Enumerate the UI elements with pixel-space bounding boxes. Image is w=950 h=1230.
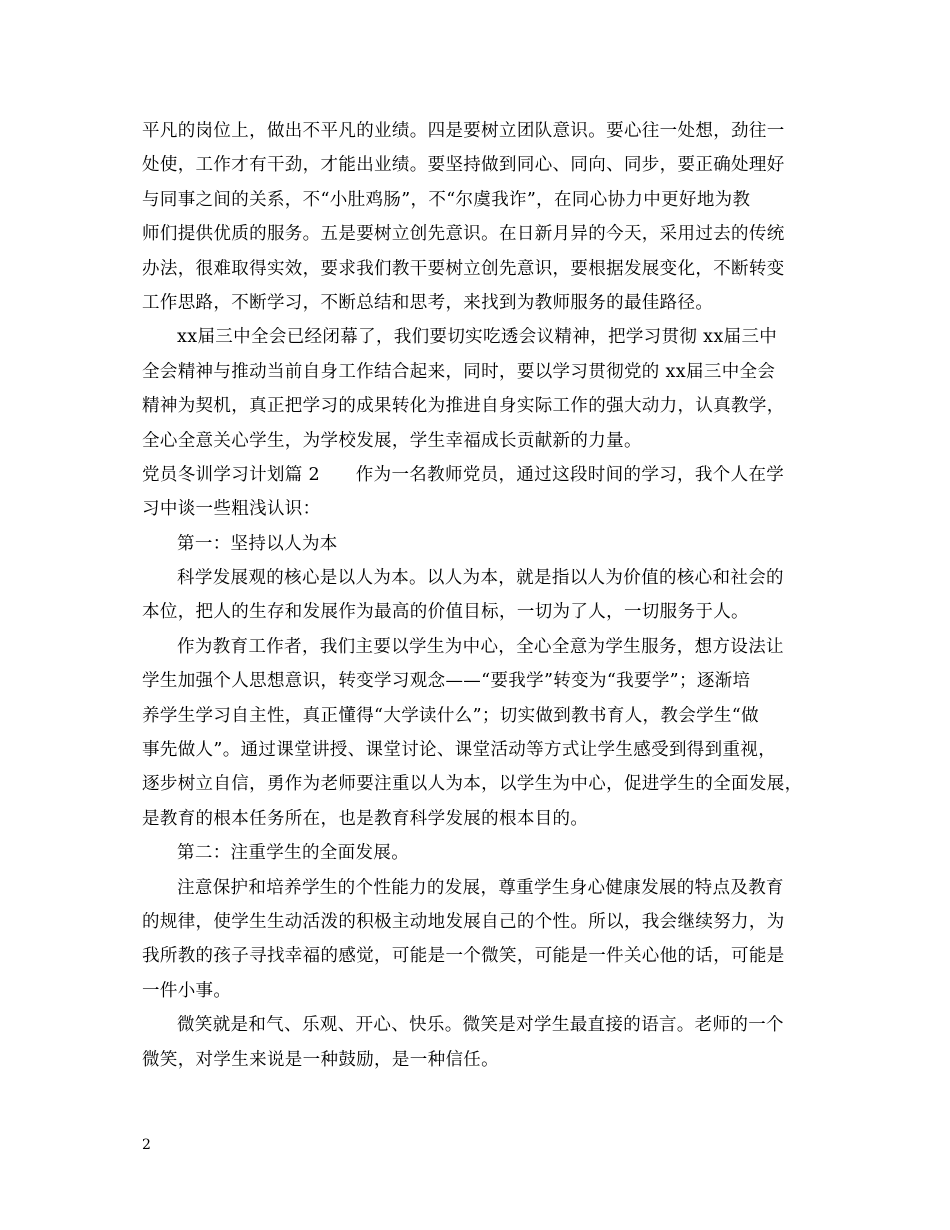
text-line: 是教育的根本任务所在，也是教育科学发展的根本目的。 xyxy=(142,808,589,829)
text-line: 逐步树立自信，勇作为老师要注重以人为本，以学生为中心，促进学生的全面发展， xyxy=(142,774,803,795)
page-number: 2 xyxy=(142,1137,151,1153)
text-line: 注意保护和培养学生的个性能力的发展，尊重学生身心健康发展的特点及教育 xyxy=(177,877,784,898)
text-line: 的规律，使学生生动活泼的积极主动地发展自己的个性。所以，我会继续努力，为 xyxy=(142,911,785,932)
text-line: 微笑，对学生来说是一种鼓励，是一种信任。 xyxy=(142,1049,499,1070)
text-line: 处使，工作才有干劲，才能出业绩。要坚持做到同心、同向、同步，要正确处理好 xyxy=(142,155,785,176)
text-line: 学生加强个人思想意识，转变学习观念——“要我学”转变为“我要学”；逐渐培 xyxy=(142,671,751,692)
text-line: xx届三中全会已经闭幕了，我们要切实吃透会议精神，把学习贯彻 xx届三中 xyxy=(177,327,778,348)
text-line: 党员冬训学习计划篇 2 作为一名教师党员，通过这段时间的学习，我个人在学 xyxy=(142,464,785,485)
text-line: 全心全意关心学生，为学校发展，学生幸福成长贡献新的力量。 xyxy=(142,430,642,451)
text-line: 一件小事。 xyxy=(142,980,232,1001)
text-line: 平凡的岗位上，做出不平凡的业绩。四是要树立团队意识。要心往一处想，劲往一 xyxy=(142,121,785,141)
text-line: 全会精神与推动当前自身工作结合起来，同时，要以学习贯彻党的 xx届三中全会 xyxy=(142,361,776,382)
text-line: 第一：坚持以人为本 xyxy=(177,533,338,554)
text-line: 第二：注重学生的全面发展。 xyxy=(177,843,410,864)
text-line: 精神为契机，真正把学习的成果转化为推进自身实际工作的强大动力，认真教学， xyxy=(142,396,785,417)
text-line: 本位，把人的生存和发展作为最高的价值目标，一切为了人，一切服务于人。 xyxy=(142,602,749,623)
text-line: 办法，很难取得实效，要求我们教干要树立创先意识，要根据发展变化，不断转变 xyxy=(142,258,785,279)
text-line: 工作思路，不断学习，不断总结和思考，来找到为教师服务的最佳路径。 xyxy=(142,292,714,313)
text-line: 养学生学习自主性，真正懂得“大学读什么”；切实做到教书育人，教会学生“做 xyxy=(142,705,759,726)
text-line: 与同事之间的关系，不“小肚鸡肠”，不“尔虞我诈”，在同心协力中更好地为教 xyxy=(142,189,751,210)
text-line: 师们提供优质的服务。五是要树立创先意识。在日新月异的今天，采用过去的传统 xyxy=(142,224,785,245)
text-line: 作为教育工作者，我们主要以学生为中心，全心全意为学生服务，想方设法让 xyxy=(177,636,784,657)
text-line: 科学发展观的核心是以人为本。以人为本，就是指以人为价值的核心和社会的 xyxy=(177,568,784,589)
text-line: 事先做人”。通过课堂讲授、课堂讨论、课堂活动等方式让学生感受到得到重视， xyxy=(142,740,777,761)
text-line: 习中谈一些粗浅认识： xyxy=(142,499,321,520)
text-line: 我所教的孩子寻找幸福的感觉，可能是一个微笑，可能是一件关心他的话，可能是 xyxy=(142,946,785,967)
text-line: 微笑就是和气、乐观、开心、快乐。微笑是对学生最直接的语言。老师的一个 xyxy=(177,1015,784,1036)
document-body xyxy=(142,114,814,1077)
